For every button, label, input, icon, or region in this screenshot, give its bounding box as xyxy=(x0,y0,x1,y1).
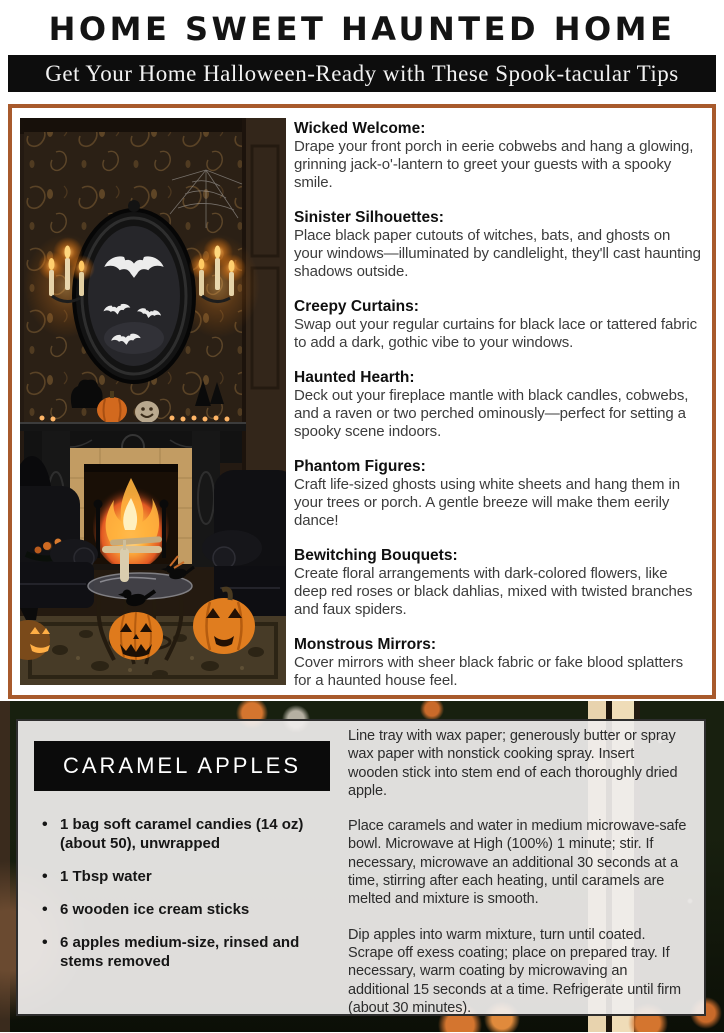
ingredient-item: • 1 bag soft caramel candies (14 oz) (about 50), unwrapped xyxy=(42,815,330,853)
tips-frame xyxy=(8,104,716,699)
tip-heading: Bewitching Bouquets: xyxy=(294,547,458,564)
recipe-title: CARAMEL APPLES xyxy=(62,753,302,778)
tip-body: Swap out your regular curtains for black lace or tattered fabric to add a dark, gothic vibe to your windows. xyxy=(294,316,697,351)
ingredients-list xyxy=(34,815,330,971)
fireplace-photo xyxy=(20,118,286,685)
tip-heading: Phantom Figures: xyxy=(294,458,426,475)
ingredient-item: • 1 Tbsp water xyxy=(42,867,330,886)
tips-list xyxy=(292,118,706,689)
tip-bewitching-bouquets xyxy=(294,547,702,619)
tip-monstrous-mirrors xyxy=(294,636,702,690)
ingredient-item: • 6 wooden ice cream sticks xyxy=(42,900,330,919)
recipe-title-box xyxy=(34,741,330,791)
tip-heading: Creepy Curtains: xyxy=(294,298,419,315)
recipe-section xyxy=(0,701,724,1032)
tip-body: Place black paper cutouts of witches, bats, and ghosts on your windows—illuminated by candlelight, they'll cast haunting shadows outside. xyxy=(294,227,701,280)
recipe-step: Line tray with wax paper; generously butter or spray wax paper with nonstick cooking spray. Insert wooden stick into stem end of each thoroughly dried apple. xyxy=(348,728,678,799)
subtitle-banner xyxy=(8,55,716,92)
tip-phantom-figures xyxy=(294,458,702,530)
tip-body: Drape your front porch in eerie cobwebs and hang a glowing, grinning jack-o'-lantern to greet your guests with a spooky smile. xyxy=(294,138,694,191)
recipe-steps xyxy=(348,725,688,1016)
recipe-left-column xyxy=(34,725,330,1006)
tip-wicked-welcome xyxy=(294,120,702,192)
subtitle-text: Get Your Home Halloween-Ready with These Spook-tacular Tips xyxy=(45,61,679,86)
tip-heading: Monstrous Mirrors: xyxy=(294,636,437,653)
tip-heading: Sinister Silhouettes: xyxy=(294,209,444,226)
tip-heading: Wicked Welcome: xyxy=(294,120,426,137)
tip-body: Deck out your fireplace mantle with black candles, cobwebs, and a raven or two perched ominously—perfect for setting a spooky scene indoors. xyxy=(294,387,689,440)
tip-sinister-silhouettes xyxy=(294,209,702,281)
page-title: HOME SWEET HAUNTED HOME xyxy=(48,10,676,48)
tip-creepy-curtains xyxy=(294,298,702,352)
tip-body: Create floral arrangements with dark-colored flowers, like deep red roses or black dahlias, mixed with twisted branches and faux spiders. xyxy=(294,565,693,618)
tip-body: Craft life-sized ghosts using white sheets and hang them in your trees or porch. A gentle breeze will make them eerily dance! xyxy=(294,476,680,529)
ingredient-item: • 6 apples medium-size, rinsed and stems removed xyxy=(42,933,330,971)
recipe-panel xyxy=(16,719,706,1016)
tip-body: Cover mirrors with sheer black fabric or fake blood splatters for a haunted house feel. xyxy=(294,654,684,689)
recipe-step: Place caramels and water in medium microwave-safe bowl. Microwave at High (100%) 1 minute; stir. If necessary, microwave an additional 30 seconds at a time, stirring after each heating, until caramels are melted and mixture is smooth. xyxy=(348,818,687,908)
recipe-step: Dip apples into warm mixture, turn until coated. Scrape off exess coating; place on prepared tray. If necessary, warm coating by microwaving an additional 15 seconds at a time. Refrigerate until firm (about 30 minutes). xyxy=(348,926,682,1016)
tip-heading: Haunted Hearth: xyxy=(294,369,415,386)
tip-haunted-hearth xyxy=(294,369,702,441)
